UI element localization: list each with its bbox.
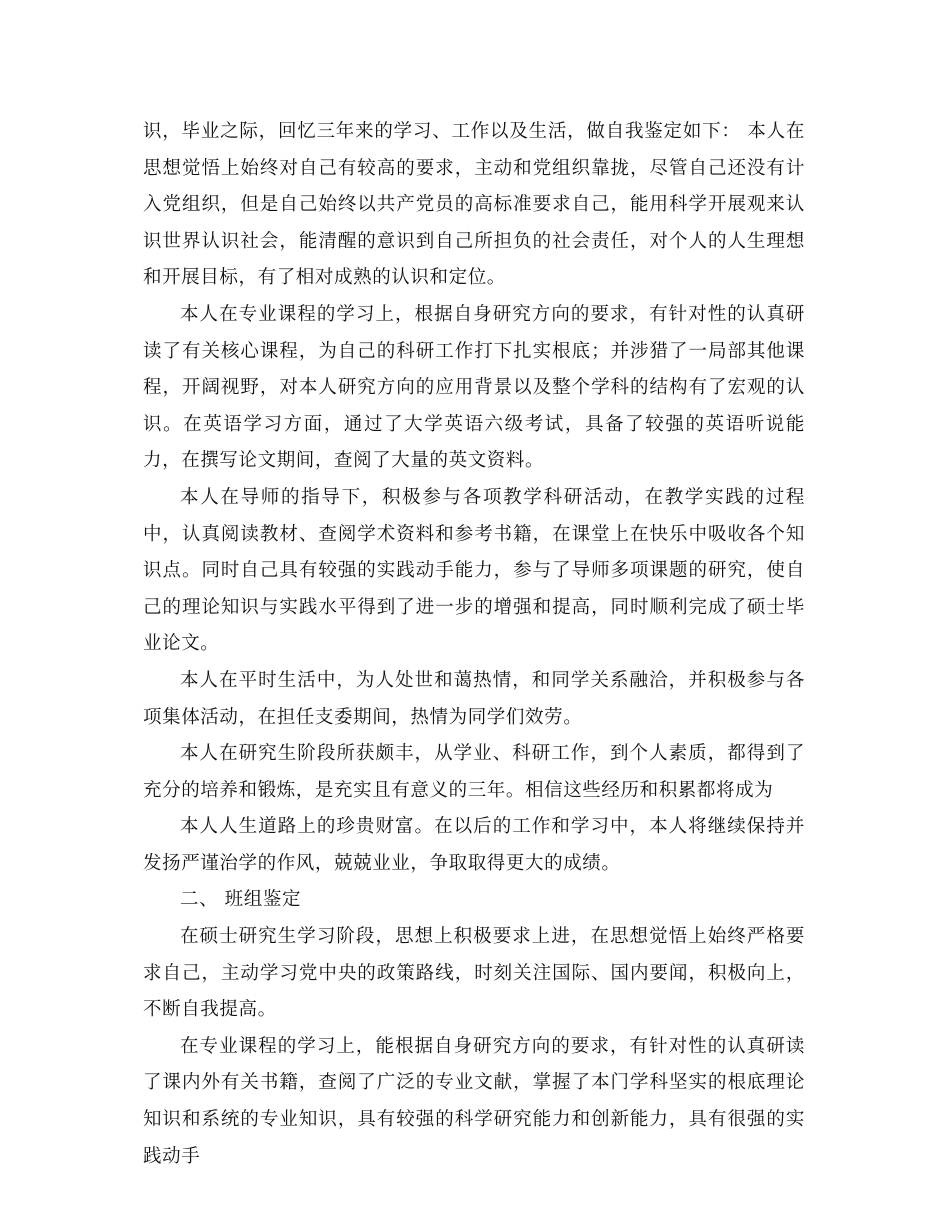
paragraph-daily-life: 本人在平时生活中，为人处世和蔼热情，和同学关系融洽，并积极参与各项集体活动，在担任支委期间，热情为同学们效劳。 [143,669,805,728]
section-heading-class-assessment: 二、 班组鉴定 [180,889,302,911]
paragraph-research: 本人在导师的指导下，积极参与各项教学科研活动，在教学实践的过程中，认真阅读教材、查阅学术资料和参考书籍，在课堂上在快乐中吸收各个知识点。同时自己具有较强的实践动手能力，参与了导师多项课题的研究，使自己的理论知识与实践水平得到了进一步的增强和提高，同时顺利完成了硕士毕业论文。 [143,486,805,655]
paragraph-summary: 本人在研究生阶段所获颇丰，从学业、科研工作，到个人素质，都得到了充分的培养和锻炼，是充实且有意义的三年。相信这些经历和积累都将成为 [143,743,805,801]
paragraph-class-ideology: 在硕士研究生学习阶段，思想上积极要求上进，在思想觉悟上始终严格要求自己，主动学习党中央的政策路线，时刻关注国际、国内要闻，积极向上，不断自我提高。 [143,926,805,1021]
paragraph-coursework: 本人在专业课程的学习上，根据自身研究方向的要求，有针对性的认真研读了有关核心课程，为自己的科研工作打下扎实根底；并涉猎了一局部其他课程，开阔视野，对本人研究方向的应用背景以及整个学科的结构有了宏观的认识。在英语学习方面，通过了大学英语六级考试，具备了较强的英语听说能力，在撰写论文期间，查阅了大量的英文资料。 [143,303,805,472]
paragraph-class-coursework: 在专业课程的学习上，能根据自身研究方向的要求，有针对性的认真研读了课内外有关书籍，查阅了广泛的专业文献，掌握了本门学科坚实的根底理论知识和系统的专业知识，具有较强的科学研究能力和创新能力，具有很强的实践动手 [143,1035,805,1167]
paragraph-intro: 识，毕业之际，回忆三年来的学习、工作以及生活，做自我鉴定如下： 本人在思想觉悟上始终对自己有较高的要求，主动和党组织靠拢，尽管自己还没有计入党组织，但是自己始终以共产党员的高标准要求自己，能用科学开展观来认识世界认识社会，能清醒的意识到自己所担负的社会责任，对个人的人生理想和开展目标，有了相对成熟的认识和定位。 [143,121,805,289]
document-body [143,114,805,1175]
paragraph-summary-continued: 本人人生道路上的珍贵财富。在以后的工作和学习中，本人将继续保持并发扬严谨治学的作风，兢兢业业，争取取得更大的成绩。 [143,816,805,874]
